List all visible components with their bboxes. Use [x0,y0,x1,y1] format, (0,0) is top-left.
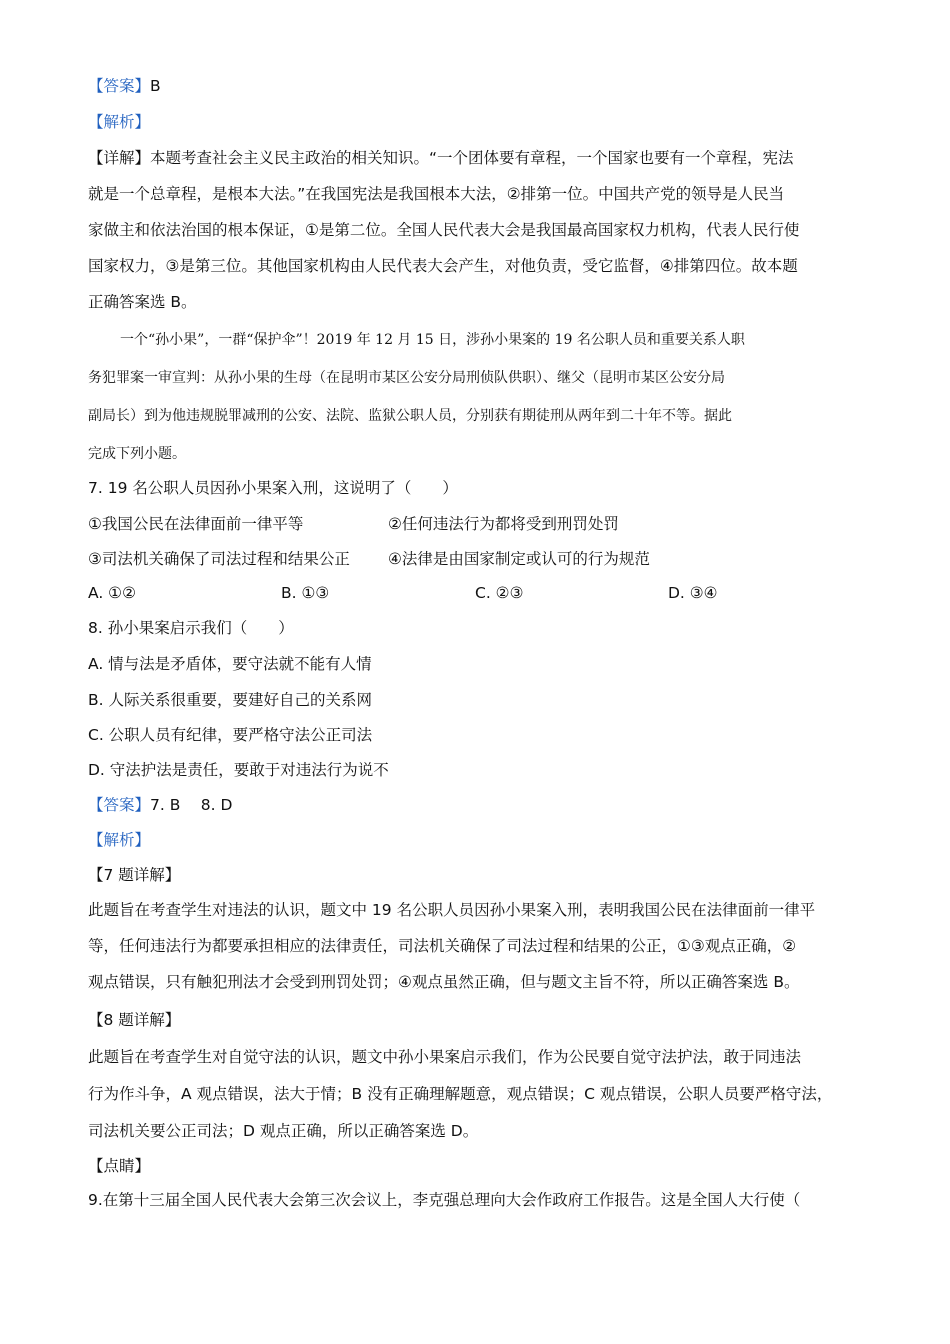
q7-statement: ②任何违法行为都将受到刑罚处罚 [388,515,619,533]
q8-option-d: D. 守法护法是责任，要敢于对违法行为说不 [88,761,389,779]
q7-statement: ①我国公民在法律面前一律平等 [88,515,304,533]
q7-detail-label: 【7 题详解】 [88,866,181,884]
answer-label: 【答案】 [88,77,151,95]
detail-line: 正确答案选 B。 [88,293,197,311]
q7-option-d: D. ③④ [668,584,718,602]
q7-option-a: A. ①② [88,584,136,602]
q8-detail-line: 此题旨在考查学生对自觉守法的认识，题文中孙小果案启示我们，作为公民要自觉守法护法，敢于同违法 [88,1048,802,1066]
analysis-label: 【解析】 [88,113,151,131]
q7-detail-line: 观点错误，只有触犯刑法才会受到刑罚处罚；④观点虽然正确，但与题文主旨不符，所以正确答案选 B。 [88,973,800,991]
q8-detail-label: 【8 题详解】 [88,1011,181,1029]
q8-stem: 8. 孙小果案启示我们（ ） [88,619,294,637]
material-line: 完成下列小题。 [88,446,186,462]
q9-stem: 9.在第十三届全国人民代表大会第三次会议上，李克强总理向大会作政府工作报告。这是全国人大行使（ [88,1191,801,1209]
q7-detail-line: 此题旨在考查学生对违法的认识，题文中 19 名公职人员因孙小果案入刑，表明我国公民在法律面前一律平 [88,901,816,919]
q7-stem: 7. 19 名公职人员因孙小果案入刑，这说明了（ ） [88,479,458,497]
q8-detail-line: 司法机关要公正司法；D 观点正确，所以正确答案选 D。 [88,1122,479,1140]
detail-line: 就是一个总章程，是根本大法。”在我国宪法是我国根本大法，②排第一位。中国共产党的领导是人民当 [88,185,785,203]
q8-option-a: A. 情与法是矛盾体，要守法就不能有人情 [88,655,372,673]
analysis-label: 【解析】 [88,831,151,849]
q8-option-b: B. 人际关系很重要，要建好自己的关系网 [88,691,372,709]
answer-line-1 [88,76,161,96]
key-point-label: 【点睛】 [88,1157,151,1175]
q7-option-c: C. ②③ [475,584,524,602]
answer-label: 【答案】 [88,796,151,814]
material-line: 务犯罪案一审宣判：从孙小果的生母（在昆明市某区公安分局刑侦队供职）、继父（昆明市某区公安分局 [88,370,725,386]
q8-detail-line: 行为作斗争，A 观点错误，法大于情；B 没有正确理解题意，观点错误；C 观点错误，公职人员要严格守法， [88,1085,833,1103]
answer-value: 7. B 8. D [150,796,233,814]
material-line: 副局长）到为他违规脱罪减刑的公安、法院、监狱公职人员，分别获有期徒刑从两年到二十年不等。据此 [88,408,732,424]
q7-statement: ④法律是由国家制定或认可的行为规范 [388,550,650,568]
answer-value: B [150,77,161,95]
material-line: 一个“孙小果”，一群“保护伞”！2019 年 12 月 15 日，涉孙小果案的 19 名公职人员和重要关系人职 [120,332,745,348]
answer-line-2 [88,795,232,815]
q7-statement: ③司法机关确保了司法过程和结果公正 [88,550,350,568]
detail-line: 国家权力，③是第三位。其他国家机构由人民代表大会产生，对他负责，受它监督，④排第四位。故本题 [88,257,798,275]
detail-line: 家做主和依法治国的根本保证，①是第二位。全国人民代表大会是我国最高国家权力机构，代表人民行使 [88,221,800,239]
detail-line: 【详解】本题考查社会主义民主政治的相关知识。“一个团体要有章程，一个国家也要有一个章程，宪法 [88,149,794,167]
detail-label: 【详解】 [88,149,151,167]
q7-option-b: B. ①③ [281,584,330,602]
q7-detail-line: 等，任何违法行为都要承担相应的法律责任，司法机关确保了司法过程和结果的公正，①③观点正确，② [88,937,797,955]
q8-option-c: C. 公职人员有纪律，要严格守法公正司法 [88,726,373,744]
